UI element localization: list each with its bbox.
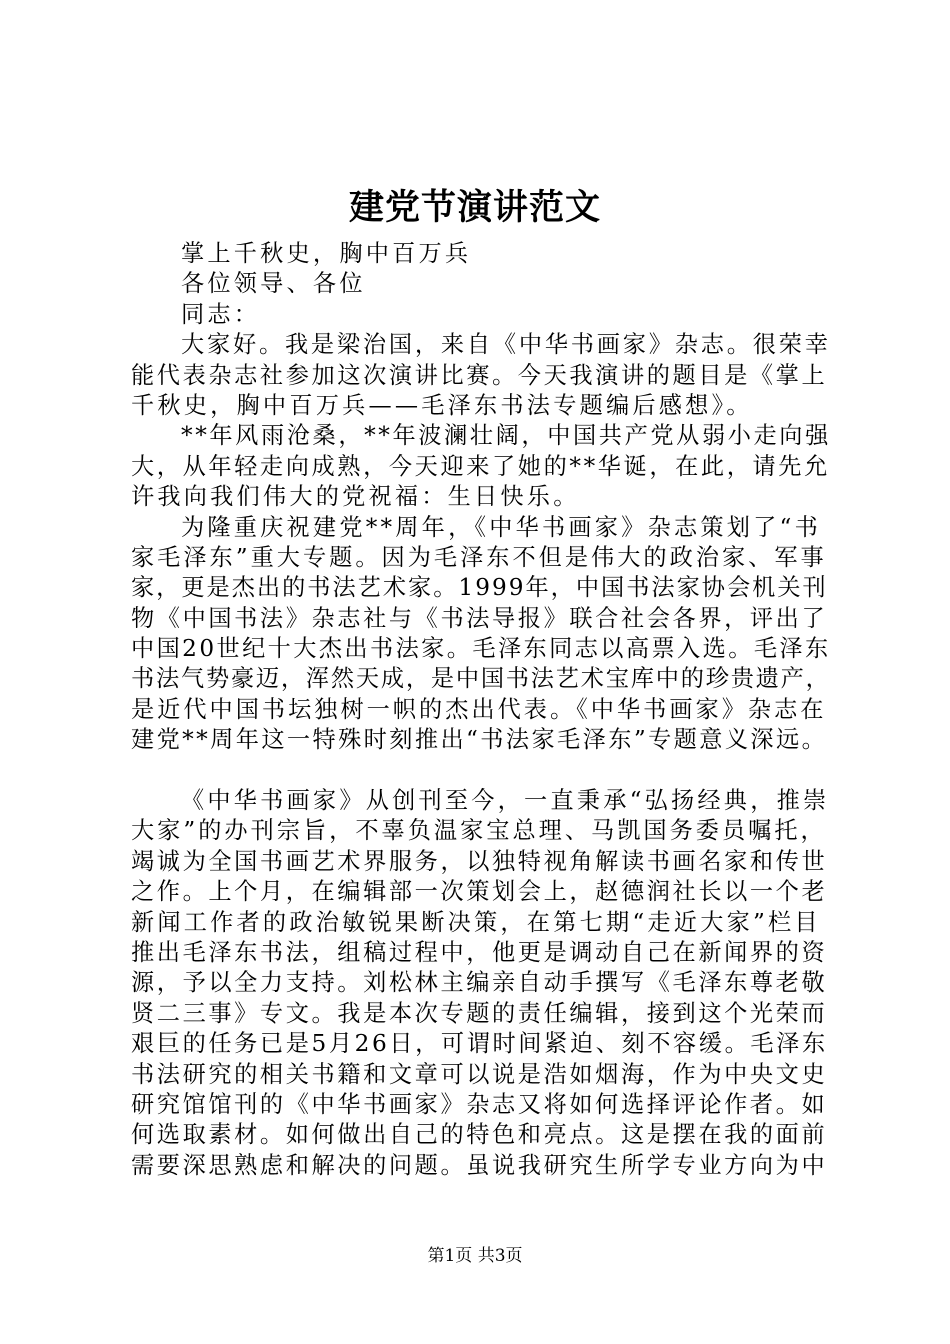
- paragraph-line: 推出毛泽东书法，组稿过程中，他更是调动自己在新闻界的资: [131, 938, 828, 966]
- paragraph-line: 建党**周年这一特殊时刻推出“书法家毛泽东”专题意义深远。: [131, 726, 828, 754]
- paragraph-line: 家毛泽东”重大专题。因为毛泽东不但是伟大的政治家、军事: [131, 543, 827, 571]
- paragraph-line: 大家好。我是梁治国，来自《中华书画家》杂志。很荣幸: [181, 331, 831, 359]
- paragraph-line: 新闻工作者的政治敏锐果断决策，在第七期“走近大家”栏目: [131, 908, 821, 936]
- page-footer: 第1页 共3页: [427, 1246, 523, 1266]
- paragraph-gap: [131, 756, 831, 786]
- document-body: [131, 239, 831, 1181]
- paragraph-line: 书法研究的相关书籍和文章可以说是浩如烟海，作为中央文史: [131, 1060, 828, 1088]
- paragraph-line: 能代表杂志社参加这次演讲比赛。今天我演讲的题目是《掌上: [131, 361, 828, 389]
- paragraph-line: 中国20世纪十大杰出书法家。毛泽东同志以高票入选。毛泽东: [131, 635, 831, 663]
- salutation-line: 各位领导、各位: [181, 270, 366, 298]
- paragraph-line: 家，更是杰出的书法艺术家。1999年，中国书法家协会机关刊: [131, 574, 828, 602]
- subtitle-line: 掌上千秋史，胸中百万兵: [181, 240, 472, 267]
- paragraph-line: 书法气势豪迈，浑然天成，是中国书法艺术宝库中的珍贵遗产，: [131, 665, 831, 693]
- paragraph-line: 《中华书画家》从创刊至今，一直秉承“弘扬经典，推崇: [181, 787, 830, 815]
- document-title: 建党节演讲范文: [348, 187, 601, 228]
- paragraph-line: 竭诚为全国书画艺术界服务，以独特视角解读书画名家和传世: [131, 847, 828, 875]
- paragraph-line: **年风雨沧桑，**年波澜壮阔，中国共产党从弱小走向强: [181, 422, 831, 450]
- paragraph-line: 是近代中国书坛独树一帜的杰出代表。《中华书画家》杂志在: [131, 695, 827, 723]
- paragraph-line: 许我向我们伟大的党祝福：生日快乐。: [131, 483, 580, 511]
- salutation-line: 同志：: [181, 300, 261, 328]
- paragraph-line: 大家”的办刊宗旨，不辜负温家宝总理、马凯国务委员嘱托，: [131, 817, 827, 845]
- paragraph-line: 物《中国书法》杂志社与《书法导报》联合社会各界，评出了: [131, 604, 828, 632]
- paragraph-line: 艰巨的任务已是5月26日，可谓时间紧迫、刻不容缓。毛泽东: [131, 1030, 828, 1058]
- paragraph-line: 为隆重庆祝建党**周年，《中华书画家》杂志策划了“书: [181, 513, 821, 541]
- paragraph-line: 研究馆馆刊的《中华书画家》杂志又将如何选择评论作者。如: [131, 1090, 828, 1118]
- paragraph-line: 需要深思熟虑和解决的问题。虽说我研究生所学专业方向为中: [131, 1151, 828, 1179]
- paragraph-line: 源，予以全力支持。刘松林主编亲自动手撰写《毛泽东尊老敬: [131, 969, 828, 997]
- paragraph-line: 大，从年轻走向成熟，今天迎来了她的**华诞，在此，请先允: [131, 452, 830, 480]
- paragraph-line: 之作。上个月，在编辑部一次策划会上，赵德润社长以一个老: [131, 878, 828, 906]
- paragraph-line: 贤二三事》专文。我是本次专题的责任编辑，接到这个光荣而: [131, 999, 828, 1027]
- paragraph-line: 千秋史，胸中百万兵——毛泽东书法专题编后感想》。: [131, 391, 753, 419]
- paragraph-line: 何选取素材。如何做出自己的特色和亮点。这是摆在我的面前: [131, 1121, 828, 1149]
